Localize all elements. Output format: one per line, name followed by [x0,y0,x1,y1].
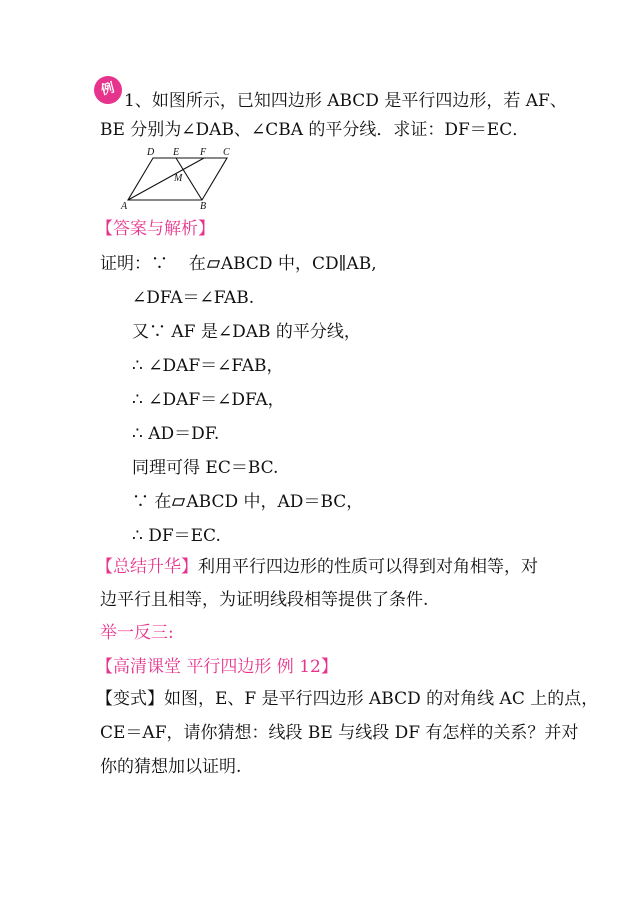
label-E: E [173,147,180,158]
label-F: F [200,147,207,158]
label-M: M [174,173,183,184]
proof-line-1-text: ABCD 中，CD∥AB, [220,254,377,274]
proof-line-8 [132,491,363,513]
proof-line-1-prefix: 在 [188,254,206,274]
proof-line-6: ∴ AD＝DF. [132,424,220,444]
variant-line-1 [96,688,598,710]
proof-line-4: ∴ ∠DAF＝∠FAB， [132,356,284,376]
label-A: A [121,201,128,210]
practice-title: 举一反三: [100,623,174,643]
example-line-1: 1、如图所示，已知四边形 ABCD 是平行四边形，若 AF、 [124,91,567,111]
answer-header: 【答案与解析】 [96,219,215,239]
label-C: C [223,147,230,158]
practice-source: 【高清课堂 平行四边形 例 12】 [96,657,338,677]
segment-AF [128,158,204,200]
summary-line-1 [96,556,538,578]
parallelogram-figure [120,144,260,210]
proof-line-1 [100,253,377,275]
variant-line-2: CE＝AF，请你猜想：线段 BE 与线段 DF 有怎样的关系？并对 [100,723,579,743]
proof-line-7: 同理可得 EC＝BC. [132,458,279,478]
proof-line-9: ∴ DF＝EC. [132,526,221,546]
summary-text-1: 利用平行四边形的性质可以得到对角相等，对 [198,557,538,577]
parallelogram-symbol-icon [207,260,220,268]
label-B: B [200,201,207,210]
parallelogram-symbol-icon [172,498,185,506]
summary-header: 【总结升华】 [96,557,198,577]
example-badge: 例 [91,73,125,107]
example-line-2: BE 分别为∠DAB、∠CBA 的平分线．求证：DF＝EC． [100,120,530,140]
proof-line-5: ∴ ∠DAF＝∠DFA， [132,390,285,410]
variant-line-3: 你的猜想加以证明. [100,757,242,777]
variant-text-1: 如图，E、F 是平行四边形 ABCD 的对角线 AC 上的点， [164,689,599,709]
proof-line-8-prefix: ∵ 在 [132,492,172,512]
proof-start: 证明：∵ [100,254,168,274]
variant-label: 【变式】 [96,689,164,709]
summary-line-2: 边平行且相等，为证明线段相等提供了条件. [100,590,429,610]
proof-line-2: ∠DFA＝∠FAB. [132,288,255,308]
proof-line-8-text: ABCD 中，AD＝BC， [186,492,364,512]
proof-line-3: 又∵ AF 是∠DAB 的平分线， [132,322,361,342]
label-D: D [147,147,155,158]
